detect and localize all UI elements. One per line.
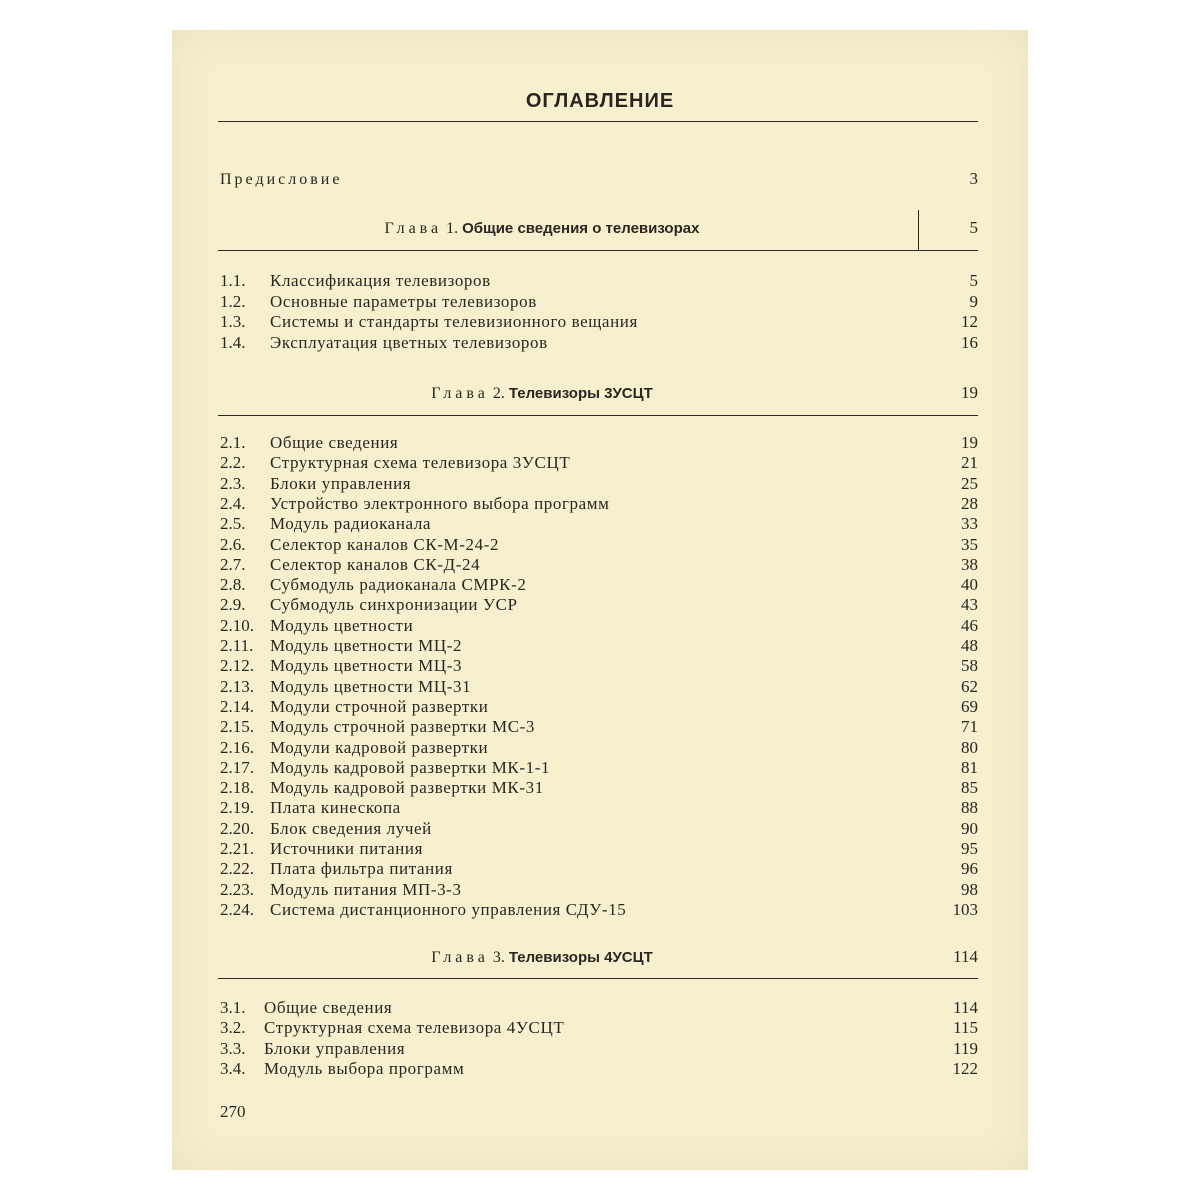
toc-entry-number: 2.19.: [220, 798, 254, 818]
toc-entry: [220, 697, 980, 717]
toc-entry: [220, 1059, 980, 1079]
toc-entry-number: 1.1.: [220, 271, 246, 290]
toc-entry-title: Эксплуатация цветных телевизоров: [270, 332, 548, 352]
toc-entry-title: Источники питания: [270, 839, 424, 858]
toc-entry: [220, 535, 980, 555]
chapter-word: Глава: [431, 949, 489, 966]
chapter-3-rule: [218, 978, 978, 979]
toc-entry: [220, 1018, 980, 1038]
toc-entry-title: Селектор каналов СК-Д-24: [270, 554, 481, 574]
toc-entry-title: Плата кинескопа: [270, 798, 401, 818]
toc-entry-title: Устройство электронного выбора программ: [270, 493, 610, 513]
chapter-word: Глава: [384, 220, 443, 237]
toc-entry-title: Блоки управления: [264, 1038, 406, 1058]
toc-entry-title: Общие сведения: [264, 998, 393, 1017]
toc-entry: [220, 656, 980, 676]
toc-entry-page: 114: [953, 998, 978, 1017]
toc-entry: [220, 333, 980, 353]
chapter-1-divider: [918, 210, 919, 250]
toc-entry-title: Модуль строчной развертки МС-3: [270, 717, 535, 737]
toc-entry-page: 103: [952, 899, 978, 919]
toc-entry-title: Модули строчной развертки: [270, 696, 489, 716]
toc-entry-title: Блок сведения лучей: [270, 818, 432, 838]
toc-entry: [220, 900, 980, 920]
toc-entry-title: Основные параметры телевизоров: [270, 291, 537, 311]
chapter-number: 2.: [492, 385, 505, 402]
toc-entry-title: Плата фильтра питания: [270, 859, 453, 879]
toc-entry: [220, 575, 980, 595]
toc-entry-title: Модуль цветности: [270, 615, 414, 635]
toc-entry: [220, 514, 980, 534]
toc-entry-page: 43: [961, 595, 978, 615]
preface-page: 3: [969, 169, 978, 188]
toc-entry-page: 46: [961, 615, 978, 635]
chapter-number: 1.: [446, 220, 459, 237]
chapter-word: Глава: [431, 385, 489, 402]
chapter-number: 3.: [492, 949, 505, 966]
toc-entry-page: 62: [961, 676, 978, 696]
toc-entry: [220, 738, 980, 758]
toc-entry-page: 71: [961, 717, 978, 737]
toc-entry-number: 2.6.: [220, 534, 246, 554]
toc-entry-number: 2.18.: [220, 778, 254, 798]
toc-entry-page: 38: [961, 554, 978, 574]
toc-entry-page: 48: [961, 636, 978, 655]
toc-entry-page: 58: [961, 656, 978, 676]
toc-entry-page: 115: [953, 1018, 978, 1038]
toc-entry-number: 2.13.: [220, 676, 254, 696]
toc-entry-number: 3.2.: [220, 1018, 246, 1038]
toc-entry-page: 98: [961, 879, 978, 899]
toc-entry-number: 2.4.: [220, 493, 246, 513]
toc-entry-number: 2.21.: [220, 839, 254, 858]
toc-entry-page: 16: [961, 332, 978, 352]
toc-entry-number: 2.15.: [220, 717, 254, 737]
toc-entry: [220, 1039, 980, 1059]
chapter-title: Общие сведения о телевизорах: [462, 220, 700, 237]
toc-entry: [220, 292, 980, 312]
toc-entry: [220, 758, 980, 778]
toc-entry-number: 2.12.: [220, 656, 254, 676]
toc-entry-page: 88: [961, 798, 978, 818]
document-page: [172, 30, 1028, 1170]
toc-entry: [220, 595, 980, 615]
toc-entry-page: 19: [961, 433, 978, 452]
toc-entry-number: 2.10.: [220, 615, 254, 635]
chapter-2-rule: [218, 415, 978, 416]
toc-entry-number: 1.2.: [220, 291, 246, 311]
toc-entry-title: Системы и стандарты телевизионного вещания: [270, 312, 638, 331]
chapter-3-heading: [172, 949, 912, 967]
chapter-2-heading: [172, 385, 912, 403]
toc-entry-page: 5: [969, 271, 978, 290]
toc-entry: [220, 998, 980, 1018]
toc-entry-number: 1.3.: [220, 312, 246, 331]
toc-entry-page: 9: [969, 291, 978, 311]
toc-entry-number: 1.4.: [220, 332, 246, 352]
toc-entry-number: 2.22.: [220, 859, 254, 879]
toc-entry: [220, 312, 980, 332]
toc-entry: [220, 819, 980, 839]
toc-entry-page: 96: [961, 859, 978, 879]
toc-entry-number: 2.2.: [220, 453, 246, 473]
toc-entry-title: Модуль цветности МЦ-3: [270, 656, 463, 676]
toc-entry-title: Модуль цветности МЦ-31: [270, 676, 472, 696]
toc-entry-title: Модуль питания МП-3-3: [270, 879, 462, 899]
toc-entry: [220, 433, 980, 453]
page-number: 270: [220, 1102, 246, 1121]
toc-entry-number: 2.20.: [220, 818, 254, 838]
toc-entry: [220, 494, 980, 514]
toc-entry: [220, 798, 980, 818]
toc-entry-number: 2.23.: [220, 879, 254, 899]
toc-entry-title: Классификация телевизоров: [270, 271, 491, 290]
toc-entry-page: 80: [961, 737, 978, 757]
toc-entry-title: Общие сведения: [270, 433, 399, 452]
toc-entry-title: Модуль радиоканала: [270, 514, 432, 534]
toc-entry-number: 3.4.: [220, 1058, 246, 1078]
toc-entry-title: Модуль кадровой развертки МК-1-1: [270, 757, 551, 777]
toc-entry: [220, 859, 980, 879]
chapter-1-heading: [172, 220, 912, 238]
toc-entry-number: 2.24.: [220, 899, 254, 919]
toc-entry: [220, 555, 980, 575]
chapter-title: Телевизоры 4УСЦТ: [508, 949, 653, 966]
toc-entry-title: Структурная схема телевизора 3УСЦТ: [270, 453, 571, 473]
toc-entry-page: 35: [961, 534, 978, 554]
toc-entry-number: 3.3.: [220, 1038, 246, 1058]
toc-entry: [220, 271, 980, 291]
chapter-2-page: 19: [961, 383, 978, 402]
chapter-3-page: 114: [953, 947, 978, 966]
toc-entry-title: Модуль цветности МЦ-2: [270, 636, 463, 655]
toc-entry: [220, 453, 980, 473]
toc-entry-number: 2.5.: [220, 514, 246, 534]
toc-entry-title: Блоки управления: [270, 473, 412, 493]
toc-entry-title: Модули кадровой развертки: [270, 737, 489, 757]
toc-entry-number: 2.16.: [220, 737, 254, 757]
toc-entry-page: 122: [952, 1058, 978, 1078]
title-rule: [218, 121, 978, 122]
toc-entry-page: 69: [961, 696, 978, 716]
toc-entry-page: 28: [961, 493, 978, 513]
toc-entry-number: 2.8.: [220, 575, 246, 595]
toc-entry: [220, 717, 980, 737]
toc-entry-page: 81: [961, 757, 978, 777]
toc-entry-page: 119: [953, 1038, 978, 1058]
toc-entry-number: 2.9.: [220, 595, 246, 615]
toc-entry-number: 2.14.: [220, 696, 254, 716]
toc-entry-page: 95: [961, 839, 978, 858]
toc-entry-page: 90: [961, 818, 978, 838]
toc-entry-page: 21: [961, 453, 978, 473]
toc-entry-number: 3.1.: [220, 998, 246, 1017]
toc-entry-title: Селектор каналов СК-М-24-2: [270, 534, 500, 554]
toc-entry: [220, 474, 980, 494]
toc-entry-page: 40: [961, 575, 978, 595]
toc-entry-page: 12: [961, 312, 978, 331]
toc-entry: [220, 880, 980, 900]
toc-entry: [220, 778, 980, 798]
toc-entry-number: 2.17.: [220, 757, 254, 777]
toc-entry: [220, 616, 980, 636]
toc-entry: [220, 636, 980, 656]
toc-entry: [220, 839, 980, 859]
toc-entry-number: 2.1.: [220, 433, 246, 452]
toc-entry: [220, 677, 980, 697]
chapter-title: Телевизоры 3УСЦТ: [508, 385, 653, 402]
preface-label: Предисловие: [220, 171, 343, 188]
chapter-1-page: 5: [969, 218, 978, 237]
page-title: ОГЛАВЛЕНИЕ: [525, 90, 675, 112]
toc-entry-title: Структурная схема телевизора 4УСЦТ: [264, 1018, 565, 1038]
chapter-1-rule: [218, 250, 978, 251]
toc-entry-page: 33: [961, 514, 978, 534]
toc-entry-number: 2.7.: [220, 554, 246, 574]
toc-entry-title: Субмодуль радиоканала СМРК-2: [270, 575, 527, 595]
toc-entry-title: Субмодуль синхронизации УСР: [270, 595, 518, 615]
toc-entry-title: Система дистанционного управления СДУ-15: [270, 899, 627, 919]
toc-entry-title: Модуль выбора программ: [264, 1058, 465, 1078]
toc-entry-page: 25: [961, 473, 978, 493]
toc-entry-number: 2.3.: [220, 473, 246, 493]
toc-entry-title: Модуль кадровой развертки МК-31: [270, 778, 544, 798]
toc-entry-number: 2.11.: [220, 636, 254, 655]
toc-entry-page: 85: [961, 778, 978, 798]
